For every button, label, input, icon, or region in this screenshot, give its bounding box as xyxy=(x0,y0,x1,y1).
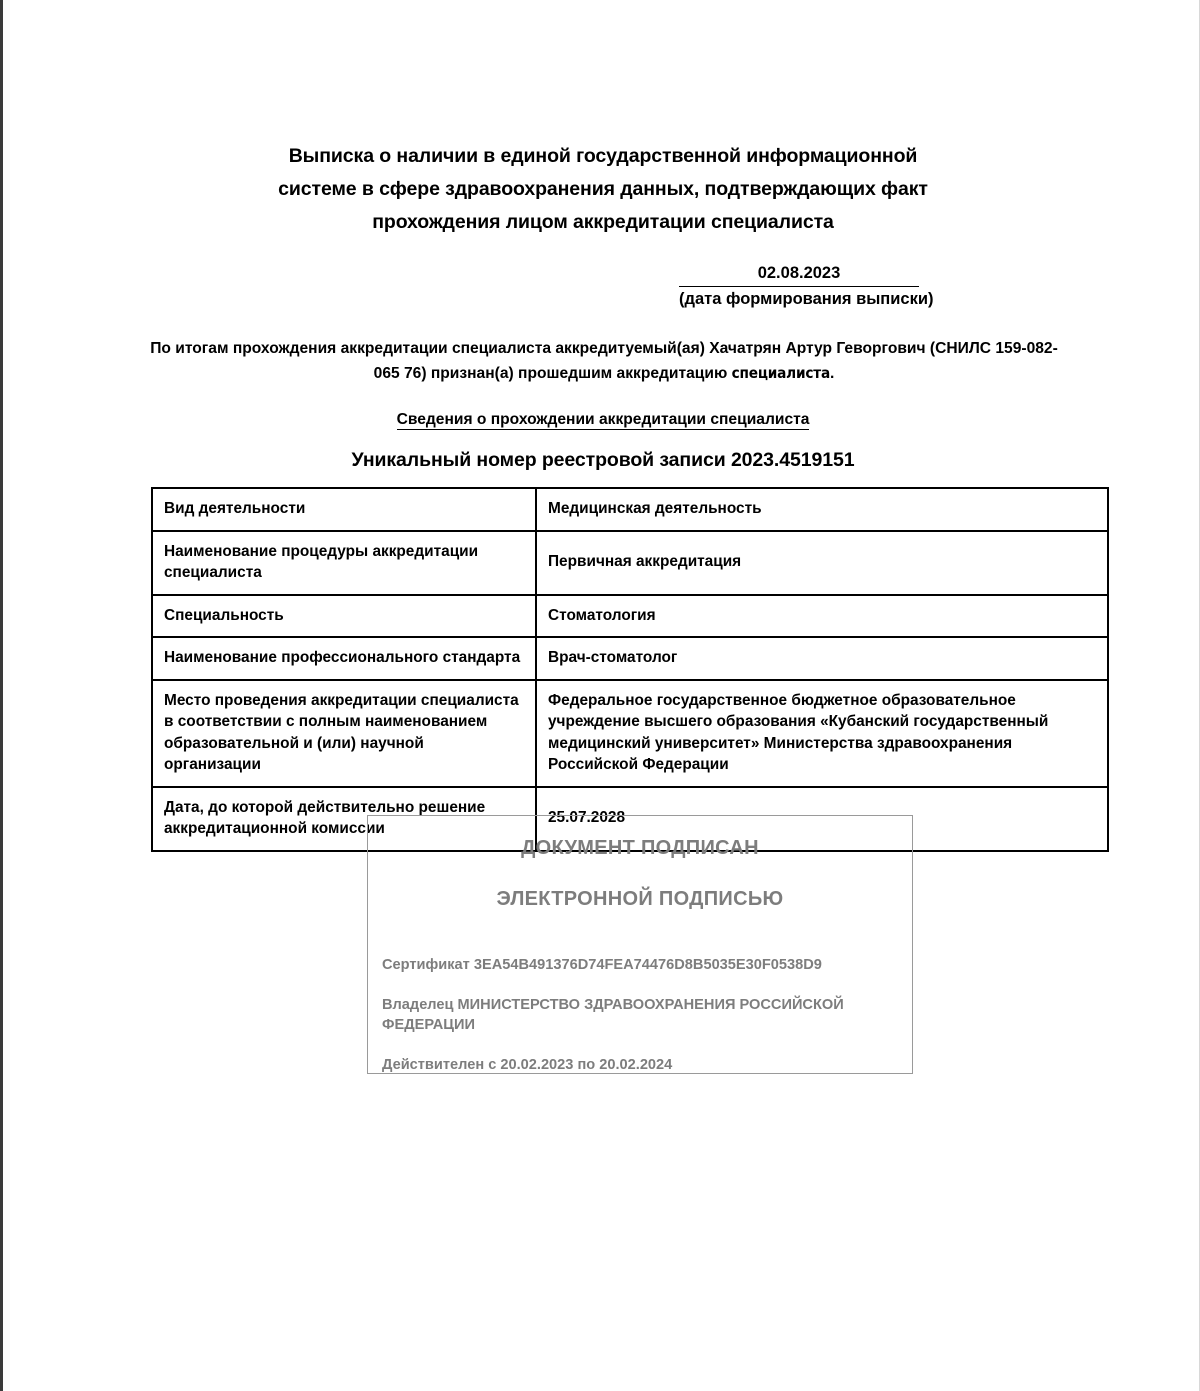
signature-details xyxy=(368,955,912,1075)
table-cell-value: Врач-стоматолог xyxy=(536,637,1108,680)
signature-heading-line-1: ДОКУМЕНТ ПОДПИСАН xyxy=(521,837,759,859)
table-row xyxy=(152,637,1108,680)
table-row xyxy=(152,595,1108,638)
page-title-line-1: Выписка о наличии в единой государственной информационной xyxy=(288,145,918,167)
section-subtitle-text: Сведения о прохождении аккредитации специалиста xyxy=(396,411,810,428)
table-cell-value: Первичная аккредитация xyxy=(536,531,1108,595)
table-cell-value: 25.07.2028 xyxy=(536,787,1108,851)
issue-date-caption: (дата формирования выписки) xyxy=(679,290,934,308)
electronic-signature-stamp xyxy=(367,815,913,1074)
signature-validity: Действителен с 20.02.2023 по 20.02.2024 xyxy=(382,1057,673,1073)
intro-emphasis: специалиста xyxy=(731,364,830,382)
table-row xyxy=(152,488,1108,531)
table-cell-value: Стоматология xyxy=(536,595,1108,638)
signature-owner: Владелец МИНИСТЕРСТВО ЗДРАВООХРАНЕНИЯ РОССИЙСКОЙ ФЕДЕРАЦИИ xyxy=(382,997,844,1033)
intro-paragraph xyxy=(146,336,1062,386)
table-cell-label: Вид деятельности xyxy=(152,488,536,531)
signature-heading xyxy=(368,837,912,911)
table-cell-label: Наименование профессионального стандарта xyxy=(152,637,536,680)
registry-record-number: Уникальный номер реестровой записи 2023.4519151 xyxy=(351,449,855,471)
page-title-line-3: прохождения лицом аккредитации специалиста xyxy=(372,211,834,233)
table-cell-value: Медицинская деятельность xyxy=(536,488,1108,531)
intro-text-before: По итогам прохождения аккредитации специалиста аккредитуемый(ая) Хачатрян Артур Геворгович (СНИЛС 159-082-065 76) признан(а) прошедшим аккредитацию xyxy=(150,340,1058,382)
intro-text-after: . xyxy=(830,365,835,382)
issue-date-block xyxy=(679,264,934,310)
signature-certificate: Сертификат 3EA54B491376D74FEA74476D8B5035E30F0538D9 xyxy=(382,957,822,973)
section-subtitle xyxy=(3,411,1200,429)
table-cell-label: Наименование процедуры аккредитации специалиста xyxy=(152,531,536,595)
table-cell-label: Специальность xyxy=(152,595,536,638)
table-row xyxy=(152,680,1108,787)
table-cell-label: Дата, до которой действительно решение аккредитационной комиссии xyxy=(152,787,536,851)
issue-date-value: 02.08.2023 xyxy=(679,264,919,287)
table-row xyxy=(152,531,1108,595)
table-cell-label: Место проведения аккредитации специалиста в соответствии с полным наименованием образовательной и (или) научной организации xyxy=(152,680,536,787)
page-title-line-2: системе в сфере здравоохранения данных, подтверждающих факт xyxy=(278,178,928,200)
accreditation-details-table xyxy=(151,487,1109,852)
table-cell-value: Федеральное государственное бюджетное образовательное учреждение высшего образования «Кубанский государственный медицинский университет» Министерства здравоохранения Российской Федерации xyxy=(536,680,1108,787)
page-title xyxy=(3,140,1200,239)
signature-heading-line-2: ЭЛЕКТРОННОЙ ПОДПИСЬЮ xyxy=(496,888,784,910)
